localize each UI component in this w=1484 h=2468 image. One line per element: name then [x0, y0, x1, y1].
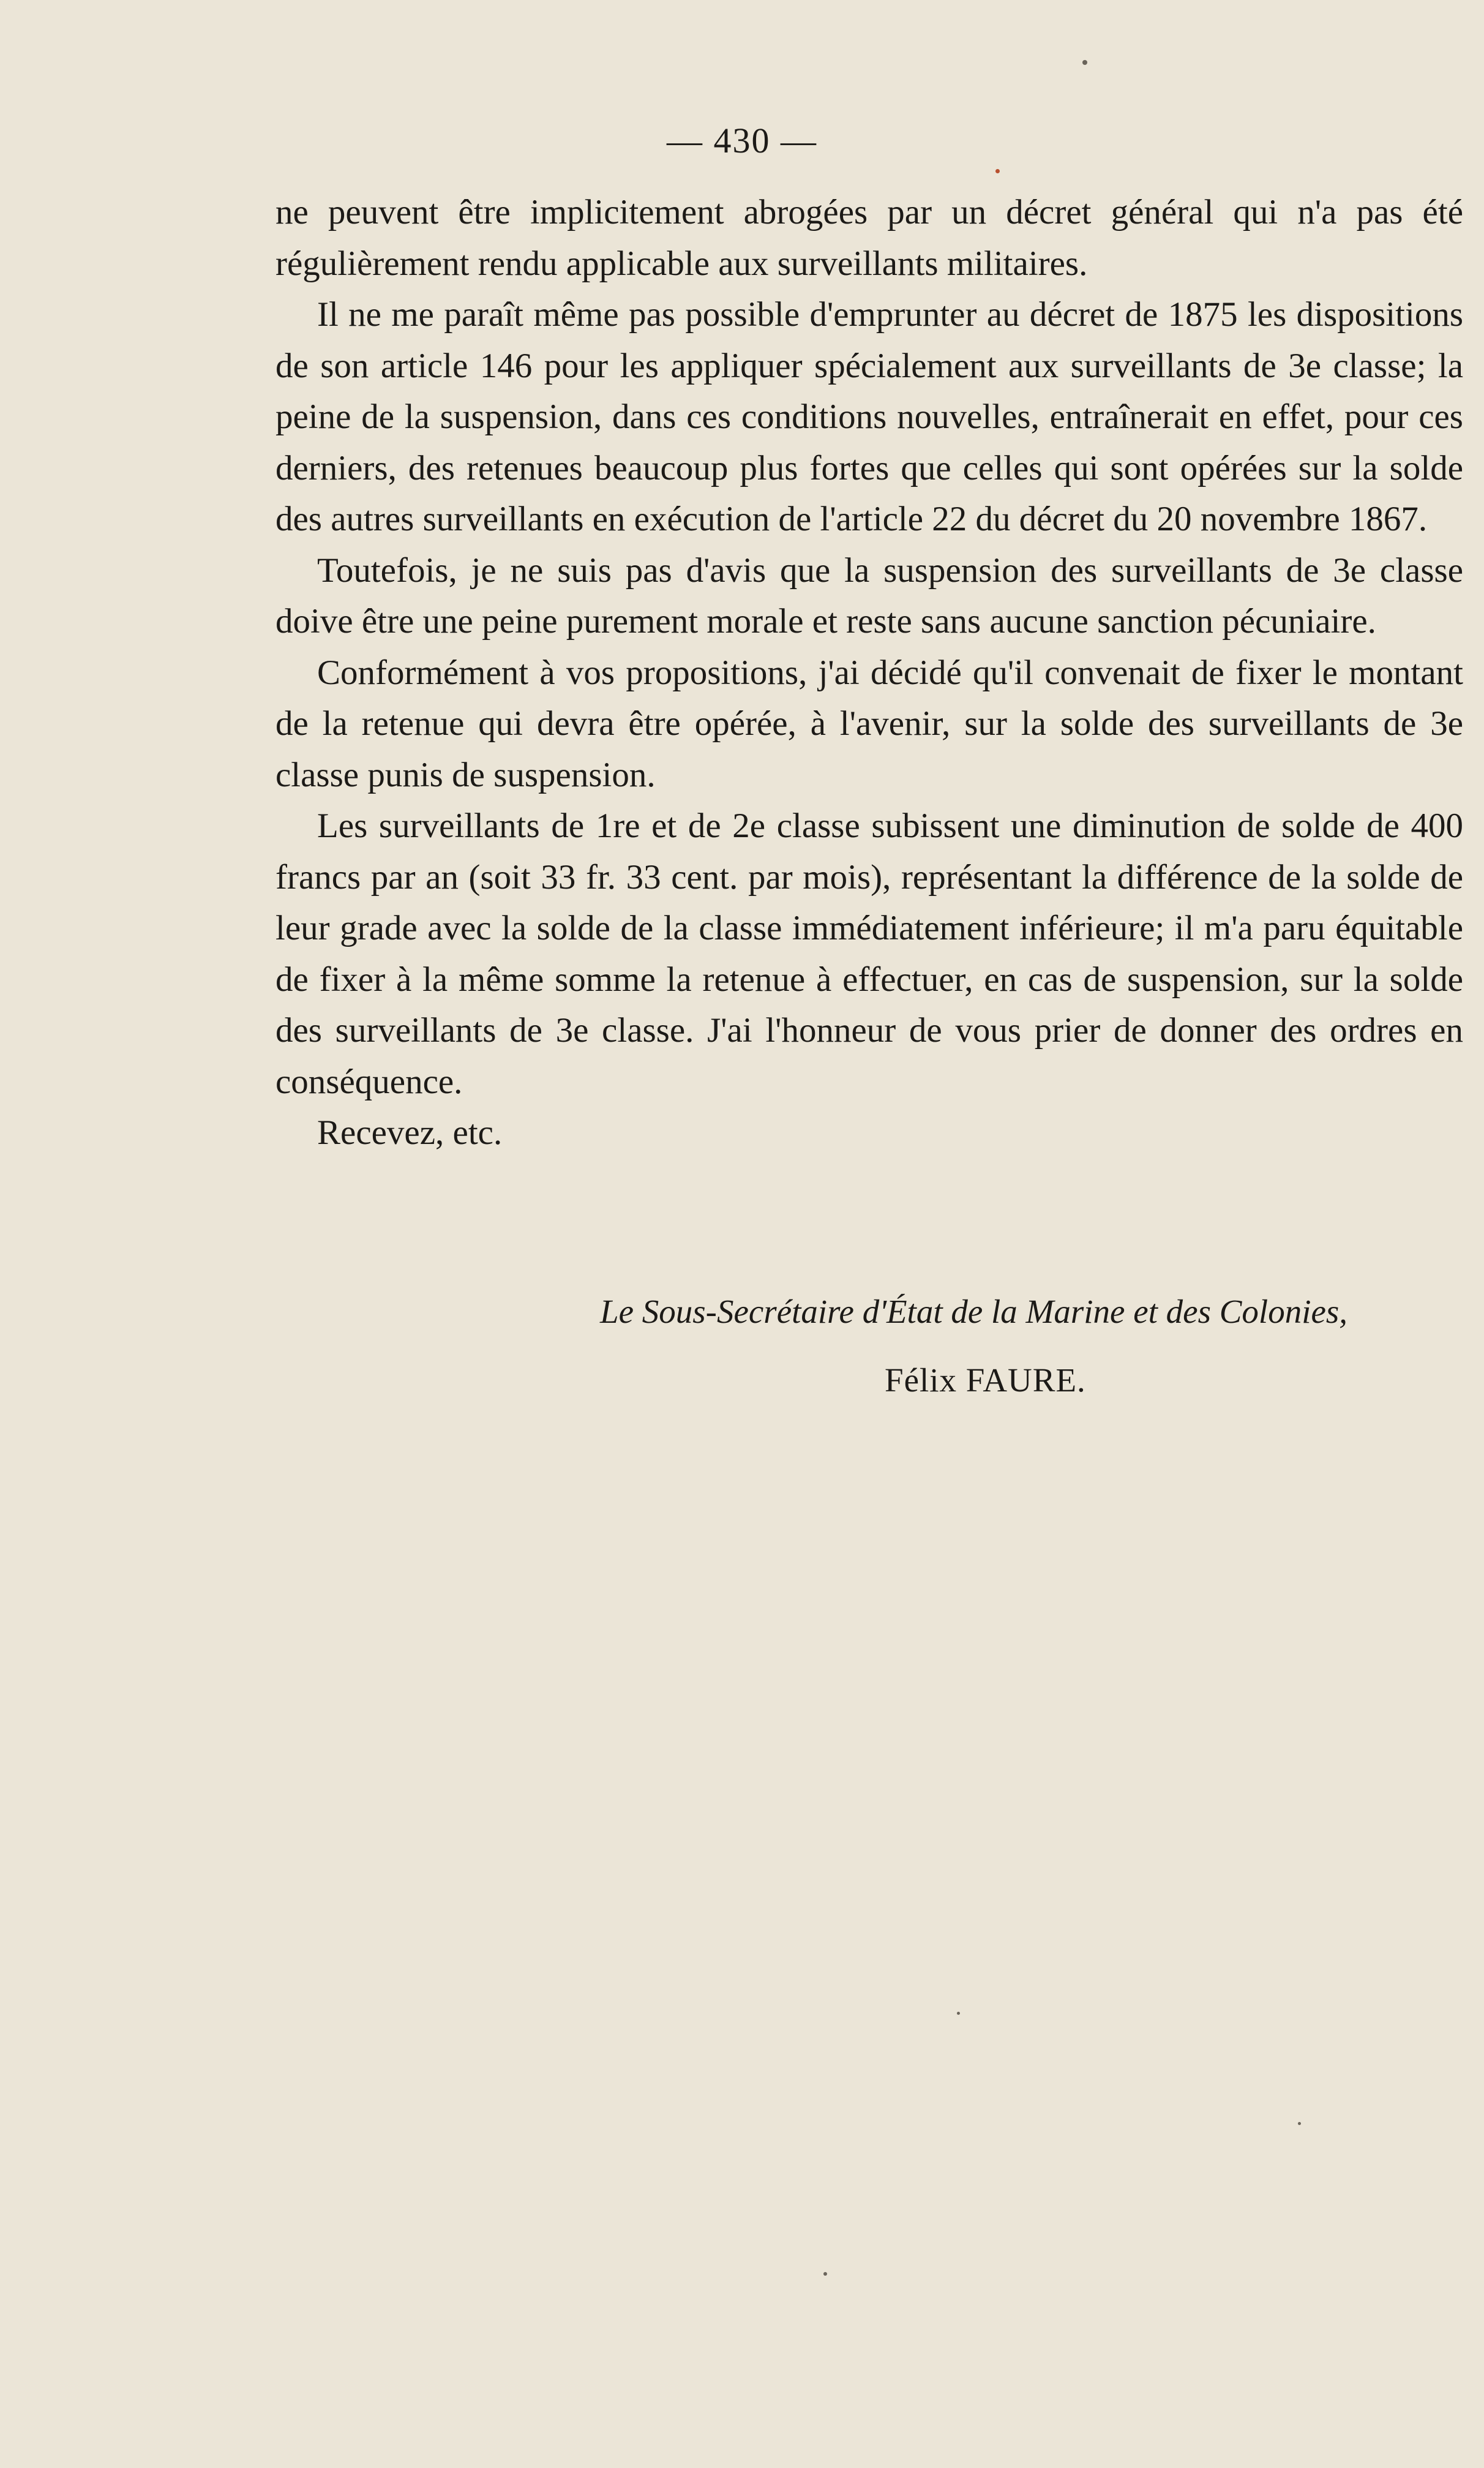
paper-speck — [995, 169, 1000, 173]
page-number: — 430 — — [667, 121, 817, 160]
paragraph: Les surveillants de 1re et de 2e classe subissent une diminution de solde de 400 francs par an (soit 33 fr. 33 cent. par mois), représentant la différence de la solde de leur grade avec la solde de la classe immédiatement inférieure; il m'a paru équitable de fixer à la même somme la retenue à effectuer, en cas de suspension, sur la solde des surveillants de 3e classe. J'ai l'honneur de vous prier de donner des ordres en conséquence. — [275, 807, 1463, 1101]
paper-speck — [1082, 60, 1087, 65]
paper-speck — [1298, 2122, 1301, 2125]
paragraph: Recevez, etc. — [317, 1113, 503, 1152]
signature-name: Félix FAURE. — [885, 1361, 1086, 1399]
paragraph: Conformément à vos propositions, j'ai décidé qu'il convenait de fixer le montant de la retenue qui devra être opérée, à l'avenir, sur la solde des surveillants de 3e classe punis de suspension. — [275, 653, 1463, 794]
paper-speck — [957, 2012, 960, 2015]
paragraph: Toutefois, je ne suis pas d'avis que la suspension des surveillants de 3e classe doive être une peine purement morale et reste sans aucune sanction pécuniaire. — [275, 551, 1463, 641]
paper-speck — [823, 2272, 827, 2276]
paragraph: ne peuvent être implicitement abrogées par un décret général qui n'a pas été régulièrement rendu applicable aux surveillants militaires. — [275, 193, 1463, 283]
paragraph: Il ne me paraît même pas possible d'emprunter au décret de 1875 les dispositions de son article 146 pour les appliquer spécialement aux surveillants de 3e classe; la peine de la suspension, dans ces conditions nouvelles, entraînerait en effet, pour ces derniers, des retenues beaucoup plus fortes que celles qui sont opérées sur la solde des autres surveillants en exécution de l'article 22 du décret du 20 novembre 1867. — [275, 295, 1463, 538]
signature-title: Le Sous-Secrétaire d'État de la Marine et des Colonies, — [600, 1293, 1348, 1330]
body-text — [275, 187, 1463, 1159]
